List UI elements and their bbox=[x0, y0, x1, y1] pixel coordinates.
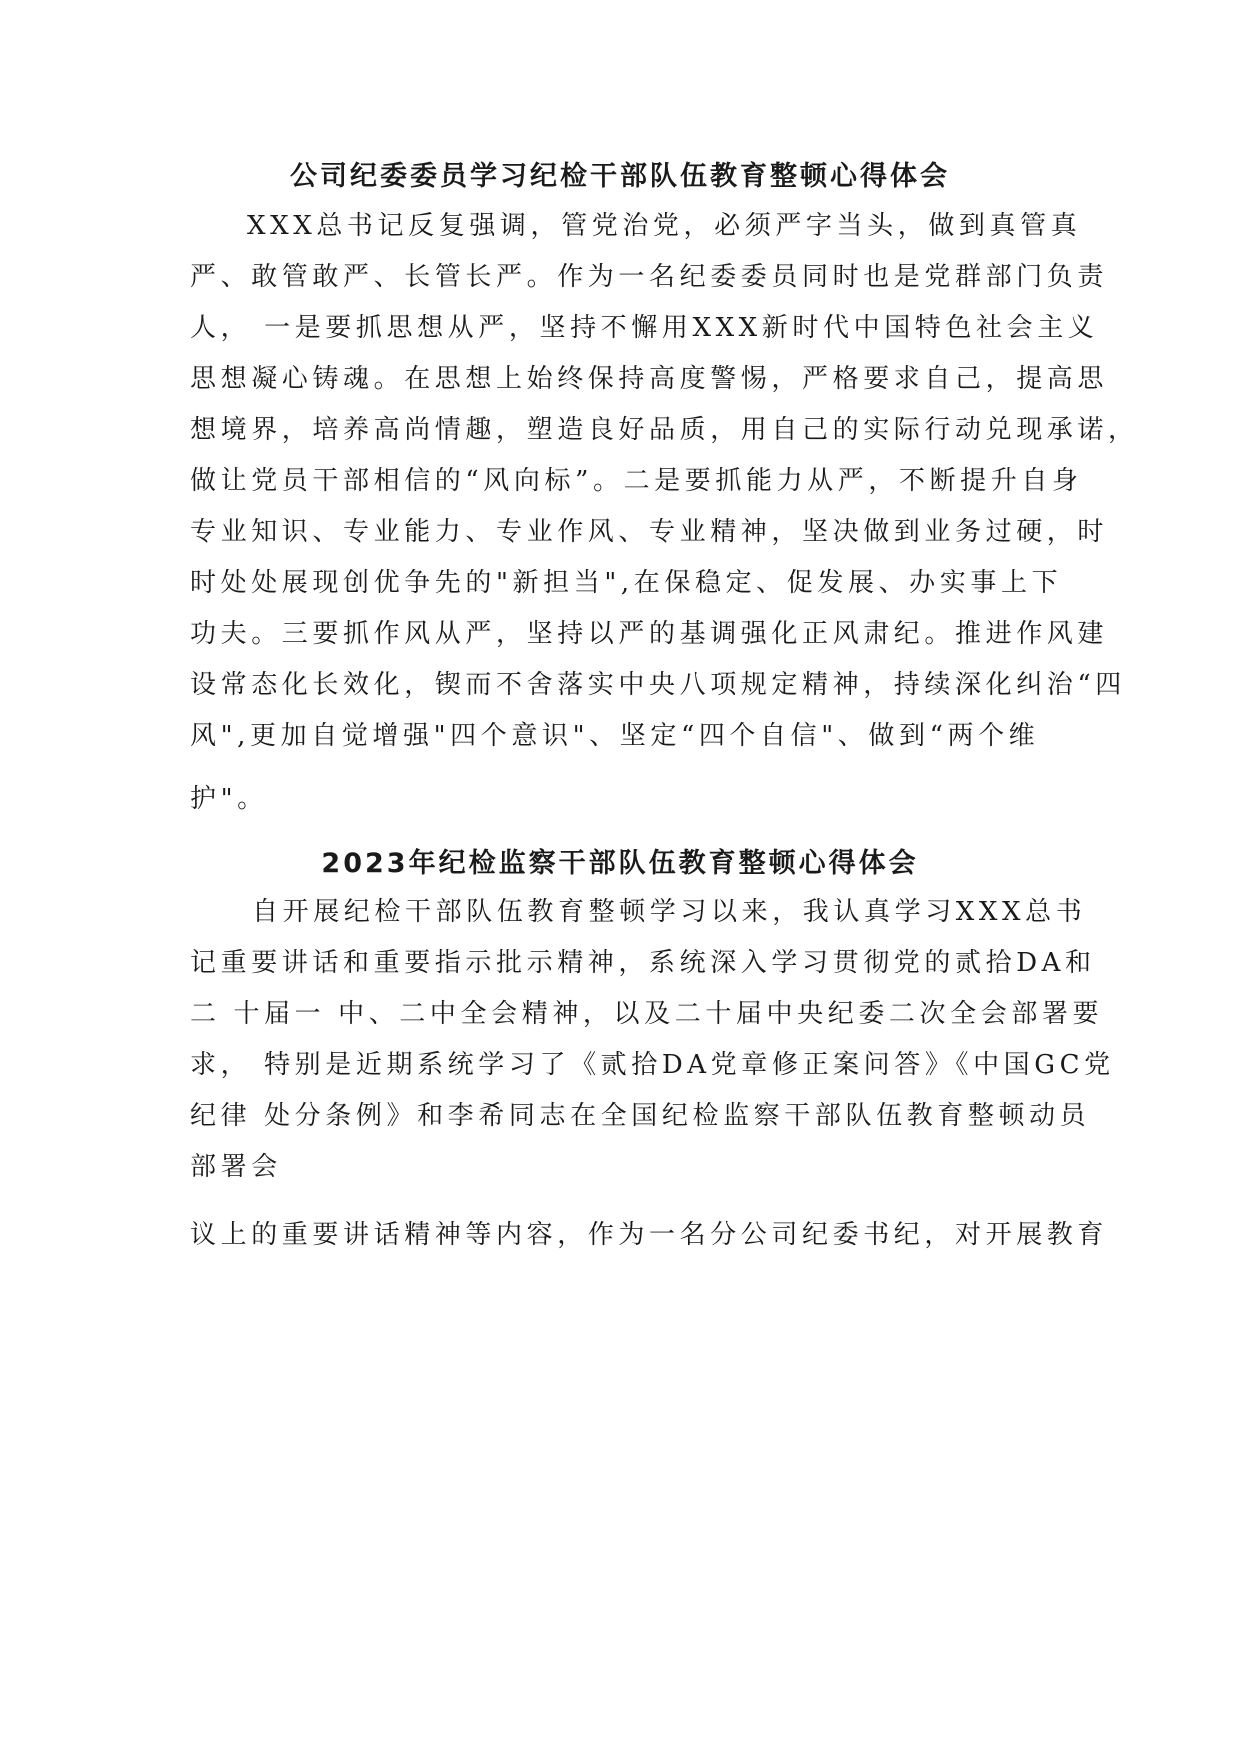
article-2-line: 记重要讲话和重要指示批示精神，系统深入学习贯彻党的贰拾DA和 bbox=[190, 948, 1096, 978]
article-2-line: 议上的重要讲话精神等内容，作为一名分公司纪委书纪，对开展教育 bbox=[190, 1220, 1109, 1250]
article-1-line: 思想凝心铸魂。在思想上始终保持高度警惕，严格要求自己，提高思 bbox=[190, 364, 1109, 394]
article-1-line: 做让党员干部相信的“风向标”。二是要抓能力从严，不断提升自身 bbox=[190, 466, 1083, 496]
article-1-line: 时处处展现创优争先的"新担当",在保稳定、促发展、办实事上下 bbox=[190, 568, 1063, 598]
article-2-line: 自开展纪检干部队伍教育整顿学习以来，我认真学习XXX总书 bbox=[252, 897, 1087, 927]
article-1-line: 人， 一是要抓思想从严，坚持不懈用XXX新时代中国特色社会主义 bbox=[190, 313, 1099, 343]
article-2-line: 求， 特别是近期系统学习了《贰拾DA党章修正案问答》《中国GC党 bbox=[190, 1050, 1115, 1080]
article-1-line: 设常态化长效化，锲而不舍落实中央八项规定精神，持续深化纠治“四 bbox=[190, 670, 1126, 700]
article-2-line: 部署会 bbox=[190, 1152, 282, 1182]
article-1-line: 专业知识、专业能力、专业作风、专业精神，坚决做到业务过硬，时 bbox=[190, 517, 1109, 547]
article-1-title: 公司纪委委员学习纪检干部队伍教育整顿心得体会 bbox=[290, 161, 950, 192]
article-2-line: 纪律 处分条例》和李希同志在全国纪检监察干部队伍教育整顿动员 bbox=[190, 1101, 1091, 1131]
article-1-line: 风",更加自觉增强"四个意识"、坚定“四个自信"、做到“两个维 bbox=[190, 721, 1040, 751]
article-1-line: 想境界，培养高尚情趣，塑造良好品质，用自己的实际行动兑现承诺， bbox=[190, 415, 1139, 445]
article-2-title: 2023年纪检监察干部队伍教育整顿心得体会 bbox=[321, 848, 919, 879]
article-2-line: 二 十届一 中、二中全会精神，以及二十届中央纪委二次全会部署要 bbox=[190, 999, 1104, 1029]
article-1-line: 护"。 bbox=[190, 784, 268, 814]
article-1-line: 功夫。三要抓作风从严，坚持以严的基调强化正风肃纪。推进作风建 bbox=[190, 619, 1109, 649]
article-1-line: 严、敢管敢严、长管长严。作为一名纪委委员同时也是党群部门负责 bbox=[190, 262, 1109, 292]
article-1-line: XXX总书记反复强调，管党治党，必须严字当头，做到真管真 bbox=[247, 211, 1082, 241]
